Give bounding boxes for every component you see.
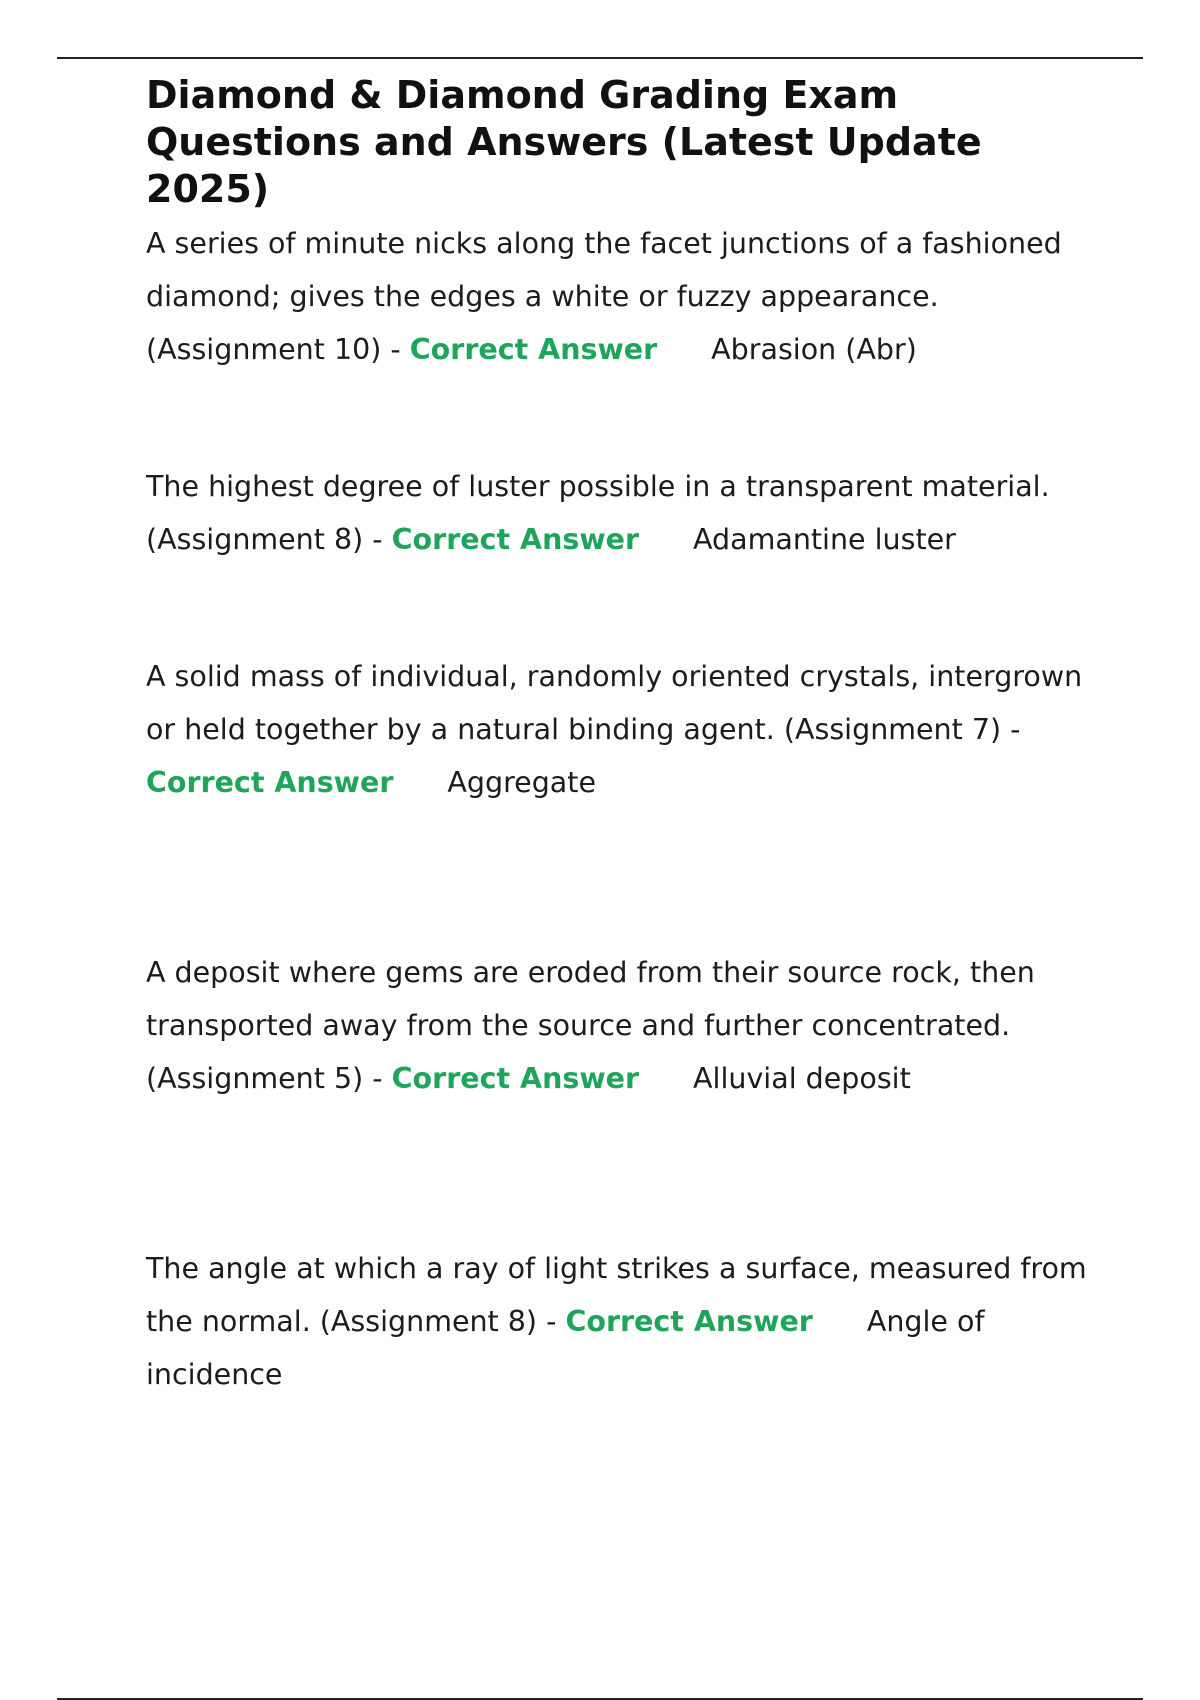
question-text: A solid mass of individual, randomly oriented crystals, intergrown or held together by a natural binding agent. (Assignment 7) - (146, 660, 1083, 746)
qa-item (146, 460, 1106, 566)
correct-answer-label: Correct Answer (146, 766, 394, 799)
answer-text: Aggregate (447, 766, 596, 799)
correct-answer-label: Correct Answer (409, 333, 658, 366)
question-text: A deposit where gems are eroded from their source rock, then transported away from the source and further concentrated. (Assignment 5) - (146, 956, 1035, 1095)
correct-answer-label: Correct Answer (565, 1305, 813, 1338)
answer-text: Alluvial deposit (693, 1062, 911, 1095)
correct-answer-label: Correct Answer (391, 523, 640, 556)
top-rule (57, 57, 1143, 59)
qa-item (146, 217, 1106, 376)
document-title: Diamond & Diamond Grading Exam Questions and Answers (Latest Update 2025) (146, 73, 982, 211)
question-text: A series of minute nicks along the facet junctions of a fashioned diamond; gives the edges a white or fuzzy appearance. (Assignment 10) - (146, 227, 1062, 366)
qa-list (146, 217, 1106, 1401)
answer-text: Adamantine luster (693, 523, 956, 556)
qa-item (146, 946, 1106, 1105)
page-content (146, 72, 1106, 1401)
question-text: The angle at which a ray of light strikes a surface, measured from the normal. (Assignment 8) - (146, 1252, 1087, 1338)
answer-text: Abrasion (Abr) (711, 333, 917, 366)
correct-answer-label: Correct Answer (391, 1062, 640, 1095)
answer-text: Angle of incidence (146, 1305, 985, 1391)
qa-item (146, 650, 1106, 809)
question-text: The highest degree of luster possible in a transparent material. (Assignment 8) - (146, 470, 1050, 556)
qa-item (146, 1242, 1106, 1401)
